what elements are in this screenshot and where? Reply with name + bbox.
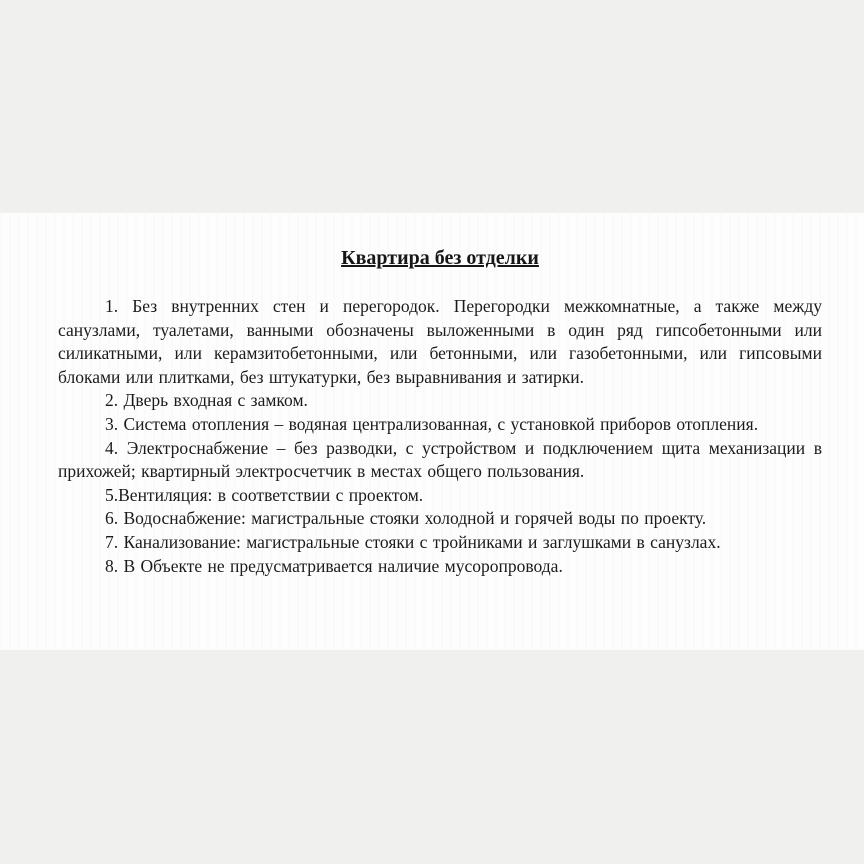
- background-margin-top: [0, 0, 864, 213]
- paragraph-item-7: 7. Канализование: магистральные стояки с тройниками и заглушками в санузлах.: [105, 531, 721, 552]
- paragraph-item-3: 3. Система отопления – водяная централизованная, с установкой приборов отопления.: [105, 413, 759, 434]
- paragraph-item-2: 2. Дверь входная с замком.: [105, 390, 308, 411]
- paragraph-item-1: 1. Без внутренних стен и перегородок. Перегородки межкомнатные, а также между санузлами, туалетами, ванными обозначены выложенными в один ряд гипсобетонными или силикатными, или керамзитобетонными, или бетонными, или газобетонными, или гипсовыми блоками или плитками, без штукатурки, без выравнивания и затирки.: [58, 296, 822, 387]
- paragraph-item-4: 4. Электроснабжение – без разводки, с устройством и подключением щита механизации в прихожей; квартирный электросчетчик в местах общего пользования.: [58, 437, 822, 482]
- paragraph-item-6: 6. Водоснабжение: магистральные стояки холодной и горячей воды по проекту.: [105, 508, 707, 529]
- document-title: Квартира без отделки: [341, 247, 539, 269]
- background-margin-bottom: [0, 650, 864, 864]
- document-page: [0, 213, 864, 650]
- paragraph-item-5: 5.Вентиляция: в соответствии с проектом.: [105, 484, 424, 505]
- paragraph-item-8: 8. В Объекте не предусматривается наличие мусоропровода.: [105, 555, 563, 576]
